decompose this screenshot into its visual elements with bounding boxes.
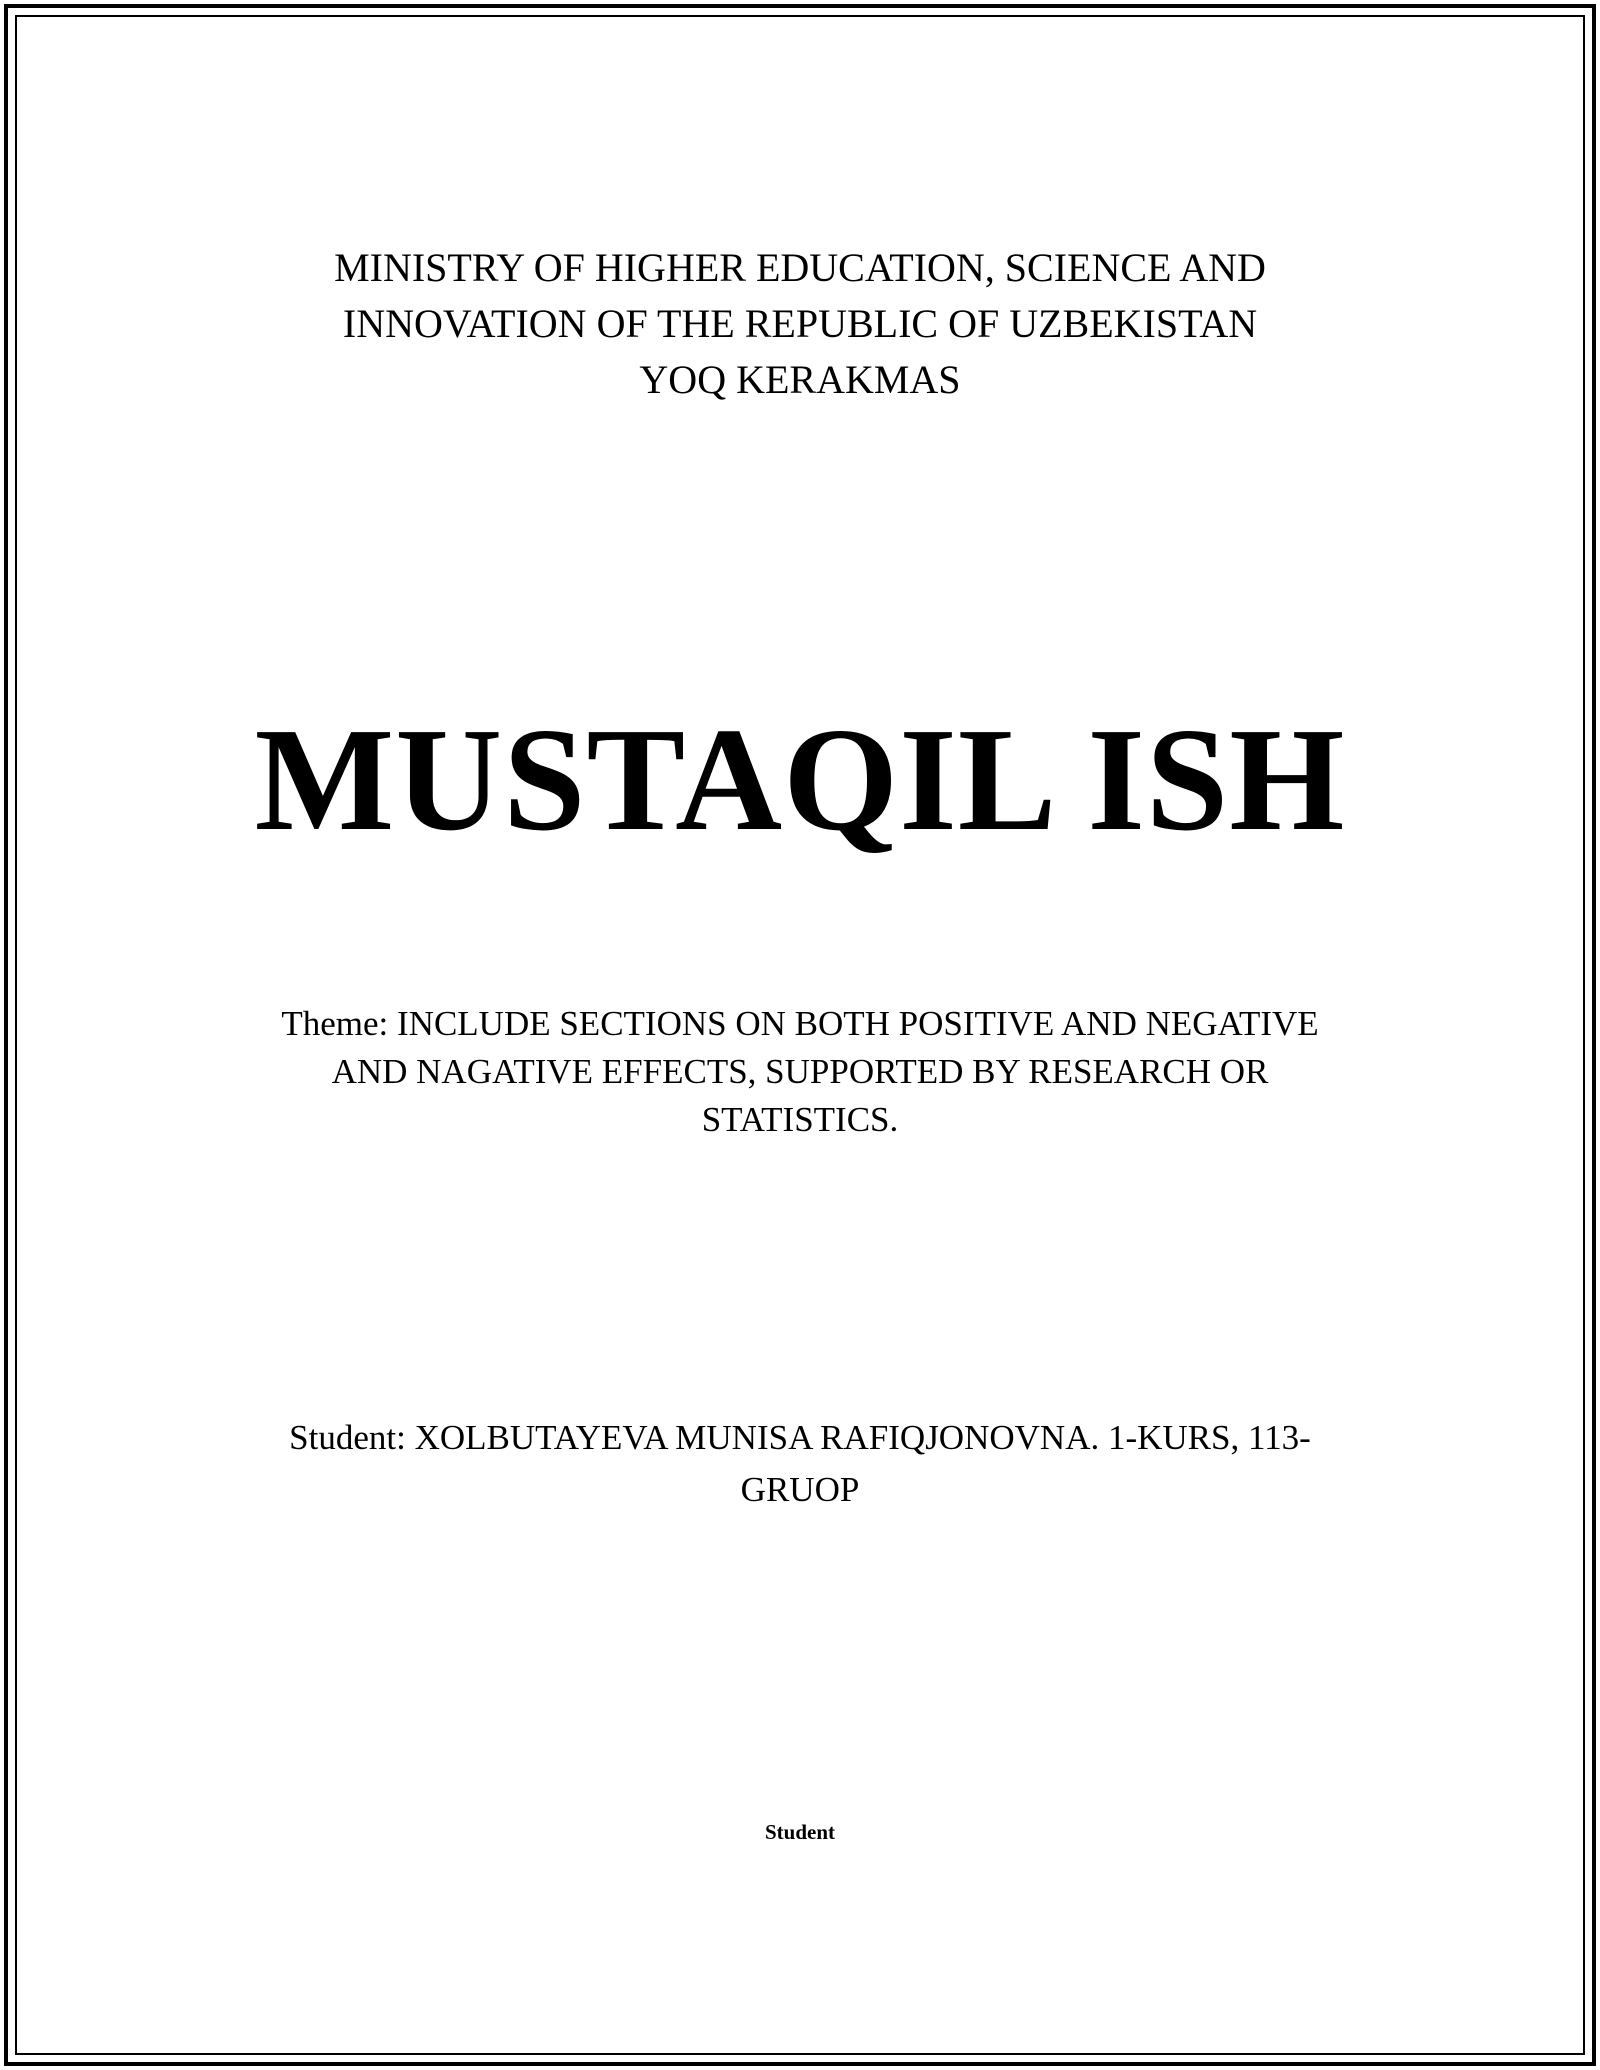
student-info	[0, 1412, 1600, 1516]
ministry-line-2: INNOVATION OF THE REPUBLIC OF UZBEKISTAN	[342, 301, 1258, 346]
theme-text	[0, 1000, 1600, 1144]
footer-student-label: Student	[764, 1820, 836, 1844]
theme-line-2: AND NAGATIVE EFFECTS, SUPPORTED BY RESEARCH OR	[331, 1052, 1269, 1091]
ministry-line-3: YOQ KERAKMAS	[639, 357, 961, 402]
student-line-2: GRUOP	[740, 1470, 860, 1509]
theme-line-1: Theme: INCLUDE SECTIONS ON BOTH POSITIVE AND NEGATIVE	[281, 1004, 1319, 1043]
ministry-heading	[0, 240, 1600, 408]
theme-line-3: STATISTICS.	[701, 1100, 899, 1139]
ministry-line-1: MINISTRY OF HIGHER EDUCATION, SCIENCE AND	[334, 245, 1266, 290]
document-title: MUSTAQIL ISH	[254, 698, 1346, 862]
student-line-1: Student: XOLBUTAYEVA MUNISA RAFIQJONOVNA. 1-KURS, 113-	[289, 1418, 1311, 1457]
